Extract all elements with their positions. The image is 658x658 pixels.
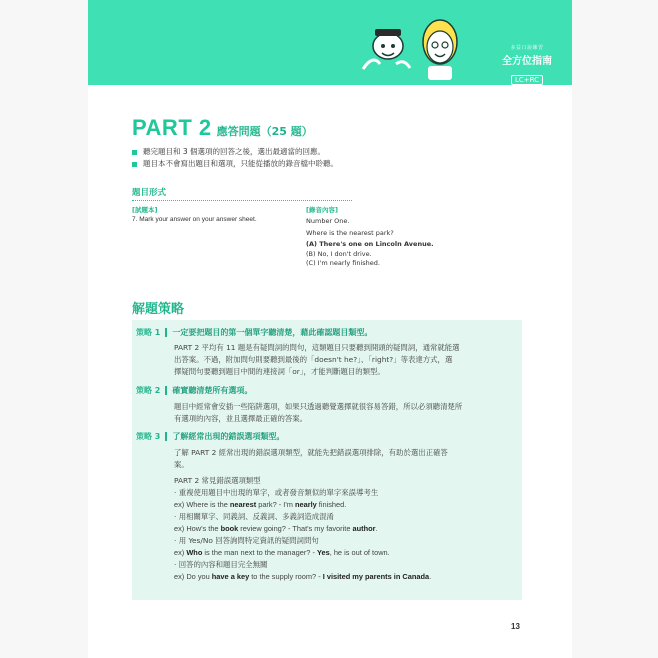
error-type-example: ex) Who is the man next to the manager? - Yes, he is out of town. [174,548,390,557]
strategy-label: 策略 3 [136,432,161,441]
brand-tag: LC+RC [511,75,543,85]
strategy-label: 策略 1 [136,328,161,337]
brand-small-text: 多益口說練習 [510,45,544,51]
format-heading: 題目形式 [132,186,352,201]
error-types-title: PART 2 常見錯誤選項類型 [174,476,261,485]
body-line: 案。 [174,460,189,469]
body-line: 題目中經常會安插一些陷阱選項，如果只透過聽覺選擇就很容易答錯，所以必須聽清楚所 [174,402,463,411]
answer-option: (C) I'm nearly finished. [306,259,380,267]
test-booklet-column [132,205,297,223]
strategy-heading: 確實聽清楚所有選項。 [172,386,253,395]
bullet-text: 題目本不會寫出題目和選項，只能從播放的錄音檔中聆聽。 [143,159,338,168]
header-banner [88,0,572,85]
cartoon-characters-illustration [358,14,468,84]
body-line: 擇疑問句要聽到題目中間的連接詞「or」，才能判斷題目的類型。 [174,367,385,376]
part-heading [132,115,313,141]
bullet-square-icon [132,150,137,155]
separator [165,386,167,395]
error-type-example: ex) Do you have a key to the supply room? - I visited my parents in Canada. [174,572,432,581]
error-type-example: ex) How's the book review going? - That's my favorite author. [174,524,378,533]
bullet-square-icon [132,162,137,167]
bullet-item [132,146,338,158]
separator [165,432,167,441]
body-line: 出答案。不過，附加問句則要聽到最後的「doesn't he?」、「right?」等表達方式，選 [174,355,453,364]
error-type-desc: · 回答的內容和題目完全無關 [174,560,268,569]
bullet-item [132,158,338,170]
body-line: PART 2 平均有 11 題是有疑問詞的問句，這類題目只要聽到開頭的疑問詞，通常就能選 [174,343,460,352]
test-booklet-text: 7. Mark your answer on your answer sheet. [132,216,257,223]
part-subtitle: 應答問題（25 題） [216,125,313,138]
error-type-desc: · 用 Yes/No 回答詢問特定資訊的疑問詞問句 [174,536,319,545]
page-number: 13 [511,622,520,631]
part-label: PART 2 [132,115,212,140]
document-page [88,0,572,658]
body-line: 有選項的內容，並且選擇最正確的答案。 [174,414,308,423]
strategy-box [132,320,522,600]
error-types-list [174,475,514,583]
strategy-3-heading-row [136,431,284,442]
error-type-desc: · 用相關單字、同義詞、反義詞、多義詞造成混淆 [174,512,334,521]
audio-content-label: [錄音內容] [306,206,338,214]
bullet-text: 聽完題目和 3 個選項的回答之後，選出最適當的回應。 [143,147,326,156]
strategy-heading: 一定要把題目的第一個單字聽清楚，藉此確認題目類型。 [172,328,373,337]
strategy-title: 解題策略 [132,302,185,317]
strategy-1-heading-row [136,327,372,338]
answer-option: (A) There's one on Lincoln Avenue. [306,240,434,248]
intro-bullets [132,146,338,170]
audio-number: Number One. [306,217,350,225]
error-type-example: ex) Where is the nearest park? - I'm nearly finished. [174,500,347,509]
answer-option: (B) No, I don't drive. [306,249,372,258]
brand-title: 全方位指南 [502,56,552,67]
test-booklet-label: [試題本] [132,206,158,214]
strategy-1-body [174,342,514,378]
strategy-label: 策略 2 [136,386,161,395]
strategy-2-body [174,401,514,425]
strategy-2-heading-row [136,385,252,396]
strategy-3-body [174,447,514,471]
body-line: 了解 PART 2 經常出現的錯誤選項類型，就能先把錯誤選項排除，有助於選出正確答 [174,448,448,457]
separator [165,328,167,337]
audio-question: Where is the nearest park? [306,229,394,237]
audio-content-column [306,205,506,269]
brand-logo [502,44,552,85]
strategy-heading: 了解經常出現的錯誤選項類型。 [172,432,285,441]
error-type-desc: · 重複使用題目中出現的單字，或者發音類似的單字來誤導考生 [174,488,379,497]
